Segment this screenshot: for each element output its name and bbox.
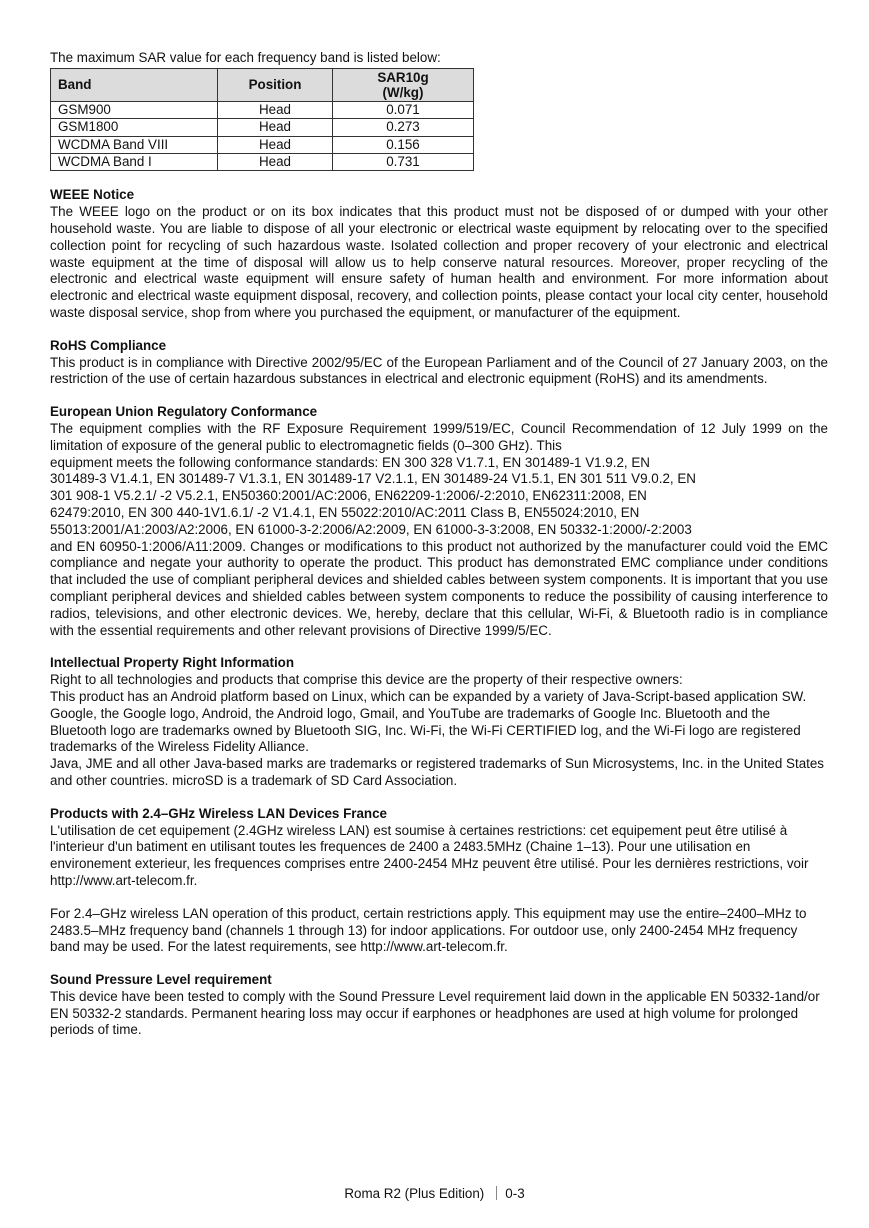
footer-divider	[496, 1186, 497, 1200]
cell-position: Head	[218, 119, 333, 136]
ipr-paragraph-2: This product has an Android platform based on Linux, which can be expanded by a variety of Java-Script-based application SW. Google, the Google logo, Android, the Android logo, Gmail, and YouTube are trademarks of Google Inc. Bluetooth and the Bluetooth logo are trademarks owned by Bluetooth SIG, Inc. Wi-Fi, the Wi-Fi CERTIFIED log, and the Wi-Fi logo are registered trademarks of the Wireless Fidelity Alliance.	[50, 688, 807, 755]
ipr-section	[50, 655, 828, 789]
eu-standards-line: 55013:2001/A1:2003/A2:2006, EN 61000-3-2:2006/A2:2009, EN 61000-3-3:2008, EN 50332-1:2000/-2:2003	[50, 521, 692, 537]
cell-sar-value: 0.071	[333, 101, 474, 118]
rohs-section	[50, 338, 828, 388]
cell-band: WCDMA Band I	[51, 154, 218, 171]
cell-position: Head	[218, 154, 333, 171]
weee-body: The WEEE logo on the product or on its box indicates that this product must not be disposed of or dumped with your other household waste. You are liable to dispose of all your electronic or electrical waste equipment by relocating over to the specified collection point for recycling of such hazardous waste. Isolated collection and proper recovery of your electronic and electrical waste equipment at the time of disposal will allow us to help conserve natural resources. Moreover, proper recycling of the electronic and electrical waste equipment will ensure safety of human health and environment. For more information about electronic and electrical waste equipment disposal, recovery, and collection points, please contact your local city center, household waste disposal service, shop from where you purchased the equipment, or manufacturer of the equipment.	[50, 204, 828, 320]
rohs-heading: RoHS Compliance	[50, 337, 167, 353]
ipr-paragraph-1: Right to all technologies and products that comprise this device are the property of their respective owners:	[50, 672, 683, 688]
eu-paragraph-1: The equipment complies with the RF Exposure Requirement 1999/519/EC, Council Recommendation of 12 July 1999 on the limitation of exposure of the general public to electromagnetic fields (0–300 GHz). This	[50, 420, 828, 453]
cell-position: Head	[218, 136, 333, 153]
cell-band: GSM1800	[51, 119, 218, 136]
document-page	[50, 50, 828, 1039]
cell-band: GSM900	[51, 101, 218, 118]
table-row	[51, 154, 474, 171]
header-band: Band	[51, 68, 218, 101]
header-position: Position	[218, 68, 333, 101]
weee-heading: WEEE Notice	[50, 187, 135, 203]
eu-standards-line: 62479:2010, EN 300 440-1V1.6.1/ -2 V1.4.1, EN 55022:2010/AC:2011 Class B, EN55024:2010, EN	[50, 504, 640, 520]
header-sar	[333, 68, 474, 101]
wlan-france-section	[50, 806, 828, 956]
spl-heading: Sound Pressure Level requirement	[50, 972, 272, 988]
eu-paragraph-2: and EN 60950-1:2006/A11:2009. Changes or modifications to this product not authorized by the manufacturer could void the EMC compliance and negate your authority to operate the product. This product has demonstrated EMC compliance under conditions that included the use of compliant peripheral devices and shielded cables between system components. It is important that you use compliant peripheral devices and shielded cables between system components to reduce the possibility of causing interference to radios, televisions, and other electronic devices. We, hereby, declare that this cellular, Wi-Fi, & Bluetooth radio is in compliance with the essential requirements and other relevant provisions of Directive 1999/5/EC.	[50, 538, 828, 638]
eu-heading: European Union Regulatory Conformance	[50, 404, 318, 420]
table-row	[51, 119, 474, 136]
footer-page-number: 0-3	[505, 1186, 525, 1201]
header-sar-line1: SAR10g	[377, 69, 429, 85]
spl-body: This device have been tested to comply with the Sound Pressure Level requirement laid down in the applicable EN 50332-1and/or EN 50332-2 standards. Permanent hearing loss may occur if earphones or headphones are used at high volume for prolonged periods of time.	[50, 988, 820, 1038]
wlan-english-paragraph: For 2.4–GHz wireless LAN operation of this product, certain restrictions apply. This equipment may use the entire–2400–MHz to 2483.5–MHz frequency band (channels 1 through 13) for indoor applications. For outdoor use, only 2400-2454 MHz frequency band may be used. For the latest requirements, see http://www.art-telecom.fr.	[50, 905, 807, 955]
table-row	[51, 101, 474, 118]
ipr-paragraph-3: Java, JME and all other Java-based marks are trademarks or registered trademarks of Sun Microsystems, Inc. in the United States and other countries. microSD is a trademark of SD Card Association.	[50, 756, 825, 788]
wlan-heading: Products with 2.4–GHz Wireless LAN Devices France	[50, 805, 387, 821]
cell-sar-value: 0.156	[333, 136, 474, 153]
cell-sar-value: 0.731	[333, 154, 474, 171]
sar-table	[50, 68, 474, 172]
sar-table-header	[51, 68, 474, 101]
cell-sar-value: 0.273	[333, 119, 474, 136]
page-footer	[0, 1186, 869, 1203]
eu-standards-line: 301 908-1 V5.2.1/ -2 V5.2.1, EN50360:2001/AC:2006, EN62209-1:2006/-2:2010, EN62311:2008, EN	[50, 488, 647, 504]
sar-intro: The maximum SAR value for each frequency band is listed below:	[50, 50, 441, 65]
table-row	[51, 136, 474, 153]
cell-position: Head	[218, 101, 333, 118]
wlan-french-paragraph: L'utilisation de cet equipement (2.4GHz wireless LAN) est soumise à certaines restrictions: cet equipement peut être utilisé à l'interieur d'un batiment en utilisant toutes les frequences de 2400 a 2483.5MHz (Chaine 1–13). Pour une utilisation en environement exterieur, les frequences comprises entre 2400-2454 MHz peuvent être utilisé. Pour les dernières restrictions, voir http://www.art-telecom.fr.	[50, 822, 809, 888]
eu-standards-line: equipment meets the following conformance standards: EN 300 328 V1.7.1, EN 301489-1 V1.9.2, EN	[50, 454, 650, 470]
ipr-heading: Intellectual Property Right Information	[50, 655, 295, 671]
eu-conformance-section	[50, 404, 828, 639]
spl-section	[50, 972, 828, 1039]
footer-product-name: Roma R2 (Plus Edition)	[344, 1186, 485, 1201]
cell-band: WCDMA Band VIII	[51, 136, 218, 153]
header-sar-line2: (W/kg)	[382, 84, 424, 100]
weee-section	[50, 187, 828, 321]
eu-standards-line: 301489-3 V1.4.1, EN 301489-7 V1.3.1, EN 301489-17 V2.1.1, EN 301489-24 V1.5.1, EN 301 511 V9.0.2, EN	[50, 471, 696, 487]
rohs-body: This product is in compliance with Directive 2002/95/EC of the European Parliament and of the Council of 27 January 2003, on the restriction of the use of certain hazardous substances in electrical and electronic equipment (RoHS) and its amendments.	[50, 354, 828, 387]
